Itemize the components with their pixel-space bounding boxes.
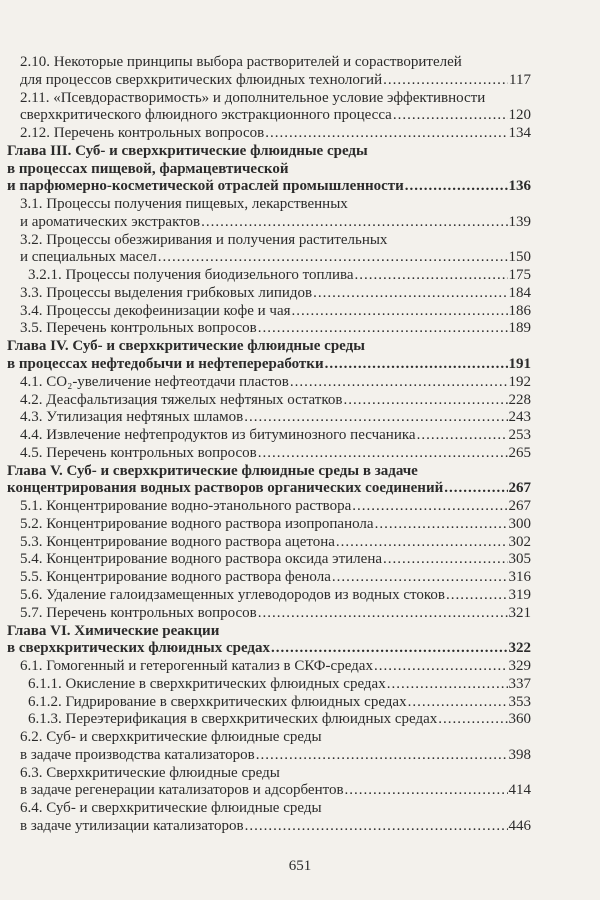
toc-page-number: 322: [508, 640, 531, 657]
table-of-contents: [0, 54, 531, 836]
toc-section-entry: [0, 765, 531, 801]
toc-entry-title: и ароматических экстрактов: [20, 213, 201, 230]
dot-leader: [417, 427, 508, 445]
dot-leader: [352, 498, 507, 516]
toc-entry-title: 6.1.2. Гидрирование в сверхкритических флюидных средах: [28, 693, 407, 710]
toc-page-number: 186: [508, 302, 531, 319]
toc-line: [0, 54, 531, 72]
toc-line: [0, 480, 531, 498]
toc-page-number: 228: [508, 391, 531, 408]
toc-page-number: 267: [508, 498, 531, 515]
dot-leader: [375, 516, 508, 534]
dot-leader: [290, 374, 508, 392]
dot-leader: [292, 303, 508, 321]
dot-leader: [256, 747, 508, 765]
toc-section-entry: [0, 587, 531, 605]
toc-page-number: 189: [508, 320, 531, 337]
toc-section-entry: [0, 285, 531, 303]
toc-entry-title: 6.1.1. Окисление в сверхкритических флюидных средах: [28, 675, 386, 692]
toc-entry-title: 5.5. Концентрирование водного раствора фенола: [20, 569, 331, 586]
toc-entry-title: в задаче утилизации катализаторов: [20, 817, 244, 834]
toc-section-entry: [0, 232, 531, 268]
dot-leader: [444, 480, 507, 498]
toc-line: [0, 249, 531, 267]
dot-leader: [438, 711, 507, 729]
toc-entry-title: 3.2. Процессы обезжиривания и получения растительных: [20, 231, 388, 248]
toc-line: [0, 516, 531, 534]
toc-entry-title: в задаче регенерации катализаторов и адсорбентов: [20, 782, 344, 799]
toc-entry-title: 2.10. Некоторые принципы выбора растворителей и сорастворителей: [20, 54, 462, 70]
toc-line: [0, 623, 531, 641]
toc-entry-title: Глава III. Суб- и сверхкритические флюидные среды: [7, 142, 368, 159]
toc-page-number: 267: [508, 480, 531, 497]
toc-section-entry: [0, 800, 531, 836]
toc-page-number: 243: [508, 409, 531, 426]
toc-entry-title: 2.11. «Псевдорастворимость» и дополнительное условие эффективности: [20, 89, 486, 106]
toc-page-number: 446: [508, 817, 531, 834]
dot-leader: [158, 249, 508, 267]
toc-line: [0, 214, 531, 232]
toc-entry-title: в процессах пищевой, фармацевтической: [7, 160, 289, 177]
toc-section-entry: [0, 445, 531, 463]
toc-page-number: 316: [508, 569, 531, 586]
toc-section-entry: [0, 54, 531, 90]
toc-section-entry: [0, 516, 531, 534]
toc-entry-title: 4.2. Деасфальтизация тяжелых нефтяных остатков: [20, 391, 343, 408]
toc-chapter-entry: [0, 463, 531, 499]
toc-section-entry: [0, 658, 531, 676]
toc-line: [0, 605, 531, 623]
toc-line: [0, 356, 531, 374]
toc-page-number: 414: [508, 782, 531, 799]
toc-section-entry: [0, 392, 531, 410]
dot-leader: [336, 534, 508, 552]
toc-line: [0, 765, 531, 783]
toc-entry-title: в задаче производства катализаторов: [20, 746, 255, 763]
toc-entry-title: 3.4. Процессы декофеинизации кофе и чая: [20, 302, 291, 319]
dot-leader: [383, 72, 508, 90]
toc-page-number: 353: [508, 693, 531, 710]
toc-page-number: 184: [508, 284, 531, 301]
toc-line: [0, 711, 531, 729]
toc-line: [0, 285, 531, 303]
toc-entry-title: 4.3. Утилизация нефтяных шламов: [20, 409, 244, 426]
toc-entry-title: в процессах нефтедобычи и нефтепереработки: [7, 356, 324, 373]
toc-section-entry: [0, 125, 531, 143]
toc-page-number: 321: [508, 604, 531, 621]
toc-section-entry: [0, 320, 531, 338]
toc-entry-title: 3.5. Перечень контрольных вопросов: [20, 320, 257, 337]
toc-section-entry: [0, 196, 531, 232]
dot-leader: [244, 409, 507, 427]
dot-leader: [387, 676, 508, 694]
toc-page-number: 136: [508, 178, 531, 195]
toc-entry-title: 3.2.1. Процессы получения биодизельного топлива: [28, 267, 354, 284]
toc-line: [0, 374, 531, 392]
dot-leader: [355, 267, 508, 285]
toc-line: [0, 107, 531, 125]
dot-leader: [313, 285, 507, 303]
toc-line: [0, 90, 531, 108]
dot-leader: [405, 178, 508, 196]
toc-page-number: 150: [508, 249, 531, 266]
dot-leader: [393, 107, 508, 125]
toc-page-number: 253: [508, 427, 531, 444]
toc-page-number: 360: [508, 711, 531, 728]
dot-leader: [408, 694, 508, 712]
toc-section-entry: [0, 676, 531, 694]
dot-leader: [245, 818, 508, 836]
toc-page-number: 300: [508, 515, 531, 532]
toc-line: [0, 445, 531, 463]
dot-leader: [325, 356, 508, 374]
dot-leader: [258, 605, 508, 623]
toc-entry-title: 5.7. Перечень контрольных вопросов: [20, 604, 257, 621]
toc-page-number: 337: [508, 675, 531, 692]
toc-section-entry: [0, 267, 531, 285]
toc-entry-title: 5.6. Удаление галоидзамещенных углеводородов из водных стоков: [20, 586, 445, 603]
toc-line: [0, 232, 531, 250]
toc-entry-title: 6.3. Сверхкритические флюидные среды: [20, 764, 280, 781]
toc-section-entry: [0, 90, 531, 126]
dot-leader: [383, 551, 508, 569]
toc-line: [0, 587, 531, 605]
toc-line: [0, 409, 531, 427]
toc-page-number: 134: [508, 125, 531, 142]
toc-page-number: 191: [508, 356, 531, 373]
dot-leader: [271, 640, 507, 658]
toc-line: [0, 498, 531, 516]
toc-line: [0, 178, 531, 196]
toc-entry-title: 5.2. Концентрирование водного раствора изопропанола: [20, 515, 374, 532]
toc-section-entry: [0, 303, 531, 321]
toc-entry-title: и специальных масел: [20, 249, 157, 266]
toc-line: [0, 676, 531, 694]
toc-page-number: 175: [508, 267, 531, 284]
toc-entry-title: 4.4. Извлечение нефтепродуктов из битуминозного песчаника: [20, 427, 416, 444]
toc-line: [0, 267, 531, 285]
toc-line: [0, 303, 531, 321]
toc-section-entry: [0, 569, 531, 587]
toc-section-entry: [0, 409, 531, 427]
toc-section-entry: [0, 374, 531, 392]
toc-line: [0, 463, 531, 481]
dot-leader: [265, 125, 507, 143]
toc-entry-title: 2.12. Перечень контрольных вопросов: [20, 125, 265, 142]
toc-entry-title: 5.3. Концентрирование водного раствора ацетона: [20, 533, 335, 550]
toc-line: [0, 338, 531, 356]
toc-line: [0, 320, 531, 338]
toc-line: [0, 694, 531, 712]
toc-page-number: 192: [508, 373, 531, 390]
toc-line: [0, 551, 531, 569]
dot-leader: [332, 569, 508, 587]
toc-section-entry: [0, 605, 531, 623]
toc-line: [0, 196, 531, 214]
toc-line: [0, 800, 531, 818]
dot-leader: [446, 587, 508, 605]
toc-line: [0, 640, 531, 658]
toc-entry-title: Глава V. Суб- и сверхкритические флюидные среды в задаче: [7, 462, 418, 479]
toc-page-number: 139: [508, 213, 531, 230]
dot-leader: [201, 214, 507, 232]
dot-leader: [343, 392, 507, 410]
toc-page-number: 398: [508, 746, 531, 763]
toc-entry-title: концентрирования водных растворов органических соединений: [7, 480, 444, 497]
toc-chapter-entry: [0, 623, 531, 659]
toc-page-number: 265: [508, 444, 531, 461]
toc-line: [0, 161, 531, 179]
toc-line: [0, 534, 531, 552]
toc-line: [0, 747, 531, 765]
dot-leader: [258, 445, 508, 463]
toc-chapter-entry: [0, 338, 531, 374]
toc-entry-title: для процессов сверхкритических флюидных технологий: [20, 71, 383, 88]
toc-line: [0, 782, 531, 800]
toc-line: [0, 427, 531, 445]
toc-entry-title: 6.1. Гомогенный и гетерогенный катализ в СКФ-средах: [20, 658, 373, 675]
toc-entry-title: 6.4. Суб- и сверхкритические флюидные среды: [20, 800, 322, 817]
dot-leader: [374, 658, 508, 676]
toc-chapter-entry: [0, 143, 531, 196]
toc-section-entry: [0, 694, 531, 712]
toc-page-number: 305: [508, 551, 531, 568]
toc-entry-title: сверхкритического флюидного экстракционного процесса: [20, 107, 392, 124]
toc-entry-title: 4.5. Перечень контрольных вопросов: [20, 444, 257, 461]
toc-line: [0, 569, 531, 587]
dot-leader: [258, 320, 508, 338]
toc-entry-title: 6.1.3. Переэтерификация в сверхкритических флюидных средах: [28, 711, 438, 728]
page-number: 651: [288, 858, 312, 874]
toc-line: [0, 729, 531, 747]
toc-line: [0, 818, 531, 836]
toc-line: [0, 72, 531, 90]
toc-entry-title: и парфюмерно-косметической отраслей промышленности: [7, 178, 404, 195]
toc-section-entry: [0, 534, 531, 552]
toc-entry-title: 5.4. Концентрирование водного раствора оксида этилена: [20, 551, 382, 568]
toc-section-entry: [0, 498, 531, 516]
toc-entry-title: 5.1. Концентрирование водно-этанольного раствора: [20, 498, 352, 515]
toc-entry-title: 3.1. Процессы получения пищевых, лекарственных: [20, 196, 348, 213]
toc-section-entry: [0, 551, 531, 569]
toc-page-number: 120: [508, 107, 531, 124]
toc-line: [0, 658, 531, 676]
toc-entry-title: Глава IV. Суб- и сверхкритические флюидные среды: [7, 338, 365, 355]
toc-line: [0, 392, 531, 410]
toc-section-entry: [0, 729, 531, 765]
toc-page-number: 117: [509, 71, 531, 88]
toc-page-number: 319: [508, 586, 531, 603]
toc-section-entry: [0, 427, 531, 445]
toc-entry-title: в сверхкритических флюидных средах: [7, 640, 271, 657]
toc-entry-title: 6.2. Суб- и сверхкритические флюидные среды: [20, 729, 322, 746]
toc-line: [0, 125, 531, 143]
dot-leader: [345, 782, 508, 800]
toc-section-entry: [0, 711, 531, 729]
toc-entry-title: 4.1. CO₂-увеличение нефтеотдачи пластов: [20, 373, 289, 390]
toc-line: [0, 143, 531, 161]
toc-page-number: 329: [508, 658, 531, 675]
toc-entry-title: Глава VI. Химические реакции: [7, 622, 220, 639]
toc-page-number: 302: [508, 533, 531, 550]
toc-entry-title: 3.3. Процессы выделения грибковых липидов: [20, 284, 313, 301]
